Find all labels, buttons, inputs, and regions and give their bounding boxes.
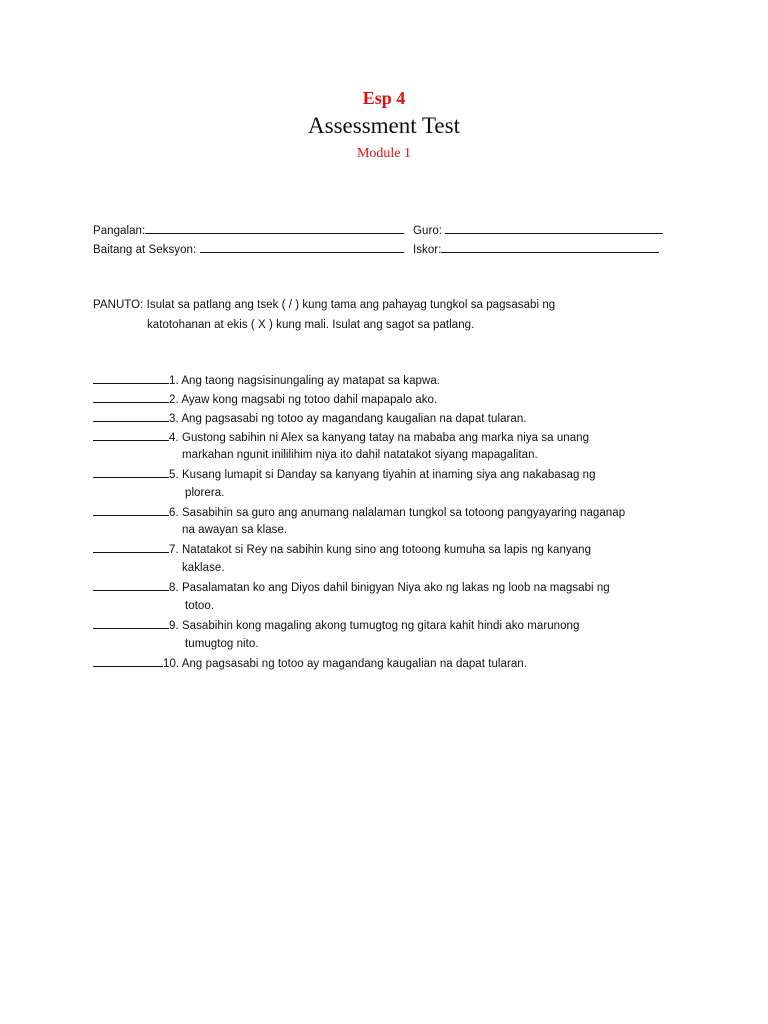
item-number: 2. (169, 394, 179, 406)
teacher-blank[interactable] (445, 222, 663, 234)
item-text: Natatakot si Rey na sabihin kung sino ang totoong kumuha sa lapis ng kanyang (181, 544, 592, 556)
item-text: Pasalamatan ko ang Diyos dahil binigyan Niya ako ng lakas ng loob na magsabi ng (181, 582, 610, 594)
list-item (93, 372, 440, 389)
answer-blank[interactable] (93, 655, 163, 667)
item-text: Ang taong nagsisinungaling ay matapat sa kapwa. (181, 375, 441, 387)
teacher-label: Guro: (413, 225, 443, 237)
item-text: Kusang lumapit si Danday sa kanyang tiyahin at inaming siya ang nakabasag ng (181, 469, 596, 481)
answer-blank[interactable] (93, 579, 169, 591)
score-field[interactable] (413, 241, 659, 258)
module-label: Module 1 (356, 146, 412, 161)
item-text-continued: markahan ngunit inililihim niya ito dahil natatakot siyang mapagalitan. (182, 449, 538, 461)
instructions (93, 297, 555, 313)
list-item (93, 410, 527, 427)
list-item (93, 466, 596, 483)
instructions-line-1: Isulat sa patlang ang tsek ( / ) kung tama ang pahayag tungkol sa pagsasabi ng (146, 299, 556, 311)
list-item (93, 541, 591, 558)
list-item (93, 655, 527, 672)
teacher-field[interactable] (413, 222, 663, 239)
score-blank[interactable] (441, 241, 659, 253)
list-item (93, 617, 579, 634)
instructions-line-2: katotohanan at ekis ( X ) kung mali. Isulat ang sagot sa patlang. (147, 319, 475, 331)
answer-blank[interactable] (93, 391, 169, 403)
name-field[interactable] (93, 222, 404, 239)
item-number: 9. (169, 620, 179, 632)
item-text-continued: na awayan sa klase. (182, 524, 288, 536)
answer-blank[interactable] (93, 504, 169, 516)
answer-blank[interactable] (93, 372, 169, 384)
item-text-continued: kaklase. (182, 562, 225, 574)
item-number: 1. (169, 375, 179, 387)
item-text: Sasabihin sa guro ang anumang nalalaman tungkol sa totoong pangyayaring naganap (181, 507, 626, 519)
answer-blank[interactable] (93, 410, 169, 422)
name-label: Pangalan: (93, 225, 146, 237)
item-text: Sasabihin kong magaling akong tumugtog ng gitara kahit hindi ako marunong (181, 620, 580, 632)
subject-title: Esp 4 (362, 88, 406, 108)
item-text: Ayaw kong magsabi ng totoo dahil mapapalo ako. (181, 394, 438, 406)
item-number: 4. (169, 432, 179, 444)
item-number: 8. (169, 582, 179, 594)
item-number: 3. (169, 413, 179, 425)
item-number: 5. (169, 469, 179, 481)
item-number: 10. (163, 658, 180, 670)
item-text-continued: totoo. (185, 600, 215, 612)
answer-blank[interactable] (93, 617, 169, 629)
item-text: Gustong sabihin ni Alex sa kanyang tatay na mababa ang marka niya sa unang (181, 432, 590, 444)
item-text-continued: plorera. (185, 487, 225, 499)
grade-section-label: Baitang at Seksyon: (93, 244, 197, 256)
answer-blank[interactable] (93, 541, 169, 553)
grade-section-field[interactable] (93, 241, 404, 258)
answer-blank[interactable] (93, 466, 169, 478)
grade-section-blank[interactable] (200, 241, 404, 253)
item-number: 6. (169, 507, 179, 519)
instructions-label: PANUTO: (93, 299, 144, 311)
score-label: Iskor: (413, 244, 442, 256)
item-text: Ang pagsasabi ng totoo ay magandang kaugalian na dapat tularan. (181, 658, 527, 670)
item-number: 7. (169, 544, 179, 556)
item-text-continued: tumugtog nito. (185, 638, 259, 650)
list-item (93, 429, 589, 446)
list-item (93, 504, 625, 521)
page-title: Assessment Test (308, 113, 460, 138)
answer-blank[interactable] (93, 429, 169, 441)
name-blank[interactable] (145, 222, 404, 234)
list-item (93, 579, 610, 596)
list-item (93, 391, 437, 408)
item-text: Ang pagsasabi ng totoo ay magandang kaugalian na dapat tularan. (181, 413, 527, 425)
